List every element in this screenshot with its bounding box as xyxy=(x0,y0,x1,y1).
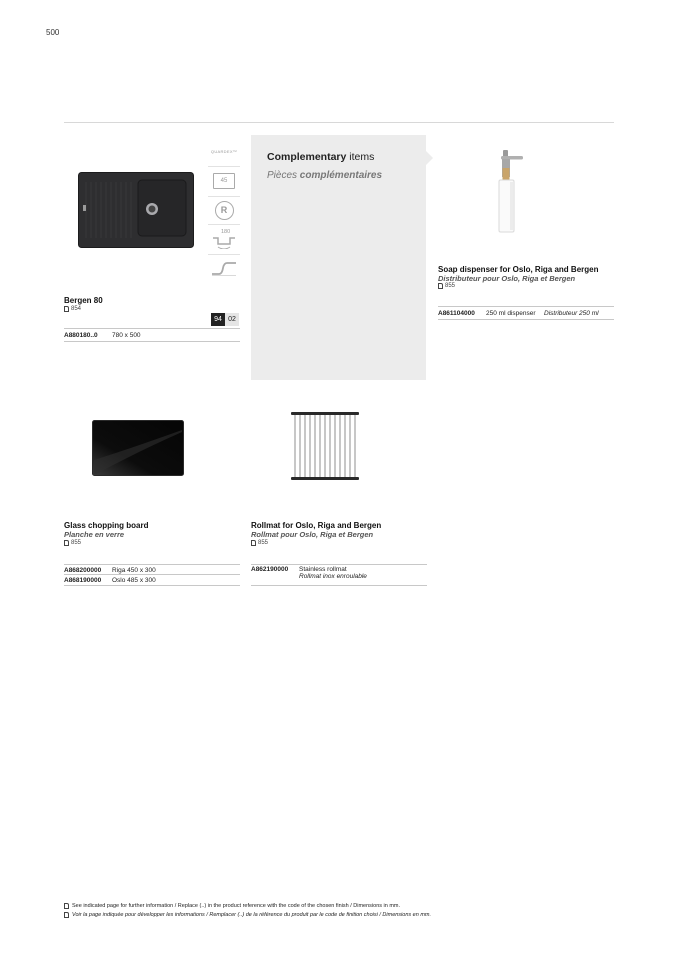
footer-note-fr: Voir la page indiquée pour développer les informations / Remplacer (..) de la référence du produit par le code de finition choisi / Dimensions en mm. xyxy=(64,912,431,918)
soap-page-ref: 855 xyxy=(438,283,455,289)
complementary-title: Complementary items xyxy=(267,151,375,163)
finish-badge-94: 94 xyxy=(211,313,225,326)
rotation-180-icon: 180 xyxy=(208,224,240,253)
rollmat-image xyxy=(291,411,359,486)
rollmat-subtitle: Rollmat pour Oslo, Riga et Bergen xyxy=(251,530,374,539)
document-icon xyxy=(64,903,69,909)
glass-board-image xyxy=(92,420,184,481)
reversible-icon: R xyxy=(208,196,240,223)
document-icon xyxy=(64,912,69,918)
finish-badge-02: 02 xyxy=(225,313,239,326)
quardex-brand-icon: QUARDEX™ xyxy=(210,148,238,154)
page-number: 500 xyxy=(46,28,60,37)
document-icon xyxy=(251,540,256,546)
top-divider xyxy=(64,122,614,123)
angle-45-icon: 45 xyxy=(208,166,240,195)
document-icon xyxy=(64,540,69,546)
bergen-title: Bergen 80 xyxy=(64,296,103,305)
footer-note-en: See indicated page for further information / Replace (..) in the product reference with the code of the chosen finish / Dimensions in mm. xyxy=(64,903,400,909)
document-icon xyxy=(64,306,69,312)
table-row: A861104000 250 ml dispenser Distributeur 250 ml xyxy=(438,306,614,320)
complementary-subtitle: Pièces complémentaires xyxy=(267,170,383,181)
finish-color-codes xyxy=(211,313,239,326)
soap-subtitle: Distributeur pour Oslo, Riga et Bergen xyxy=(438,274,576,283)
bergen-sink-image xyxy=(78,172,194,253)
bergen-page-ref: 854 xyxy=(64,306,81,312)
undermount-icon xyxy=(208,254,240,281)
complementary-arrow xyxy=(426,151,433,165)
table-row: A862190000 Stainless rollmat Rollmat inox enroulable xyxy=(251,564,427,586)
table-row: A868200000 Riga 450 x 300 xyxy=(64,564,240,575)
glass-title: Glass chopping board xyxy=(64,521,149,530)
soap-title: Soap dispenser for Oslo, Riga and Bergen xyxy=(438,265,599,274)
table-row: A880180..0 780 x 500 xyxy=(64,328,240,342)
soap-dispenser-image xyxy=(491,150,531,239)
table-row: A868190000 Oslo 485 x 300 xyxy=(64,574,240,586)
rollmat-title: Rollmat for Oslo, Riga and Bergen xyxy=(251,521,382,530)
glass-subtitle: Planche en verre xyxy=(64,530,125,539)
document-icon xyxy=(438,283,443,289)
glass-page-ref: 855 xyxy=(64,540,81,546)
rollmat-page-ref: 855 xyxy=(251,540,268,546)
